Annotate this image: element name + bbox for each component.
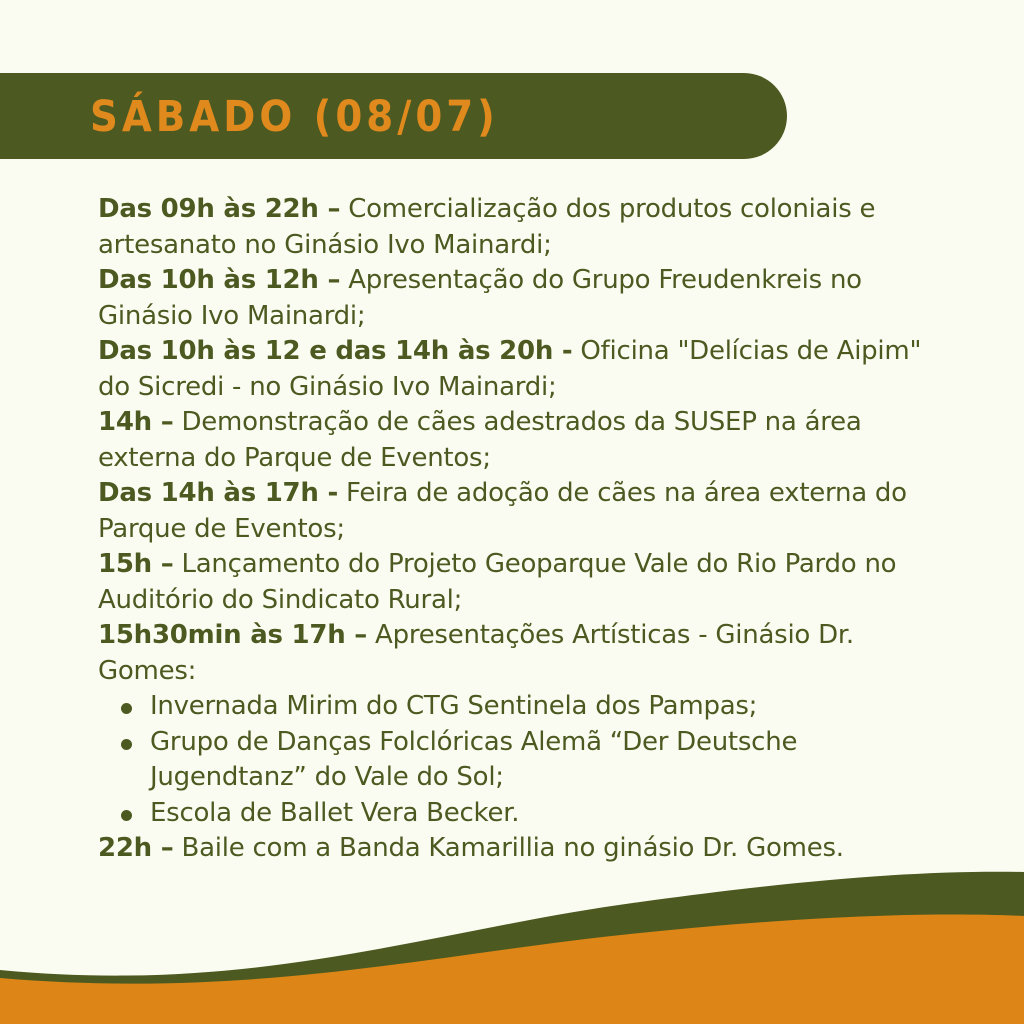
entry-time: 22h – <box>98 833 174 863</box>
bullet-icon <box>121 810 132 821</box>
entry-time: Das 10h às 12 e das 14h às 20h - <box>98 336 573 366</box>
entry-time: 15h – <box>98 549 174 579</box>
list-item <box>150 796 928 832</box>
schedule-entry <box>98 263 928 334</box>
entry-description: Feira de adoção de cães na área externa do Parque de Eventos; <box>98 478 907 544</box>
schedule-entry <box>98 192 928 263</box>
entry-time: 14h – <box>98 407 174 437</box>
bullet-icon <box>121 703 132 714</box>
performer-name: Grupo de Danças Folclóricas Alemã “Der Deutsche Jugendtanz” do Vale do Sol; <box>150 726 798 792</box>
bullet-icon <box>121 739 132 750</box>
entry-description: Demonstração de cães adestrados da SUSEP na área externa do Parque de Eventos; <box>98 407 862 473</box>
page-title: SÁBADO (08/07) <box>90 92 499 142</box>
performer-name: Invernada Mirim do CTG Sentinela dos Pampas; <box>150 691 758 721</box>
entry-description: Baile com a Banda Kamarillia no ginásio Dr. Gomes. <box>173 833 844 863</box>
list-item <box>150 725 928 796</box>
entry-time: Das 10h às 12h – <box>98 265 341 295</box>
entry-description: Oficina "Delícias de Aipim" do Sicredi - no Ginásio Ivo Mainardi; <box>98 336 922 402</box>
entry-description: Comercialização dos produtos coloniais e artesanato no Ginásio Ivo Mainardi; <box>98 194 876 260</box>
performers-list <box>98 689 928 831</box>
entry-description: Lançamento do Projeto Geoparque Vale do Rio Pardo no Auditório do Sindicato Rural; <box>98 549 897 615</box>
schedule-entry <box>98 476 928 547</box>
entry-time: Das 14h às 17h - <box>98 478 339 508</box>
schedule-entry <box>98 618 928 689</box>
list-item <box>150 689 928 725</box>
schedule-entry <box>98 334 928 405</box>
decorative-wave <box>0 860 1024 1024</box>
schedule-entry <box>98 547 928 618</box>
performer-name: Escola de Ballet Vera Becker. <box>150 797 520 828</box>
entry-time: 15h30min às 17h – <box>98 620 368 650</box>
entry-time: Das 09h às 22h – <box>98 194 341 224</box>
schedule-entry <box>98 405 928 476</box>
entry-description: Apresentação do Grupo Freudenkreis no Ginásio Ivo Mainardi; <box>98 265 862 331</box>
schedule-list <box>98 192 928 867</box>
entry-description: Apresentações Artísticas - Ginásio Dr. Gomes: <box>98 620 854 686</box>
